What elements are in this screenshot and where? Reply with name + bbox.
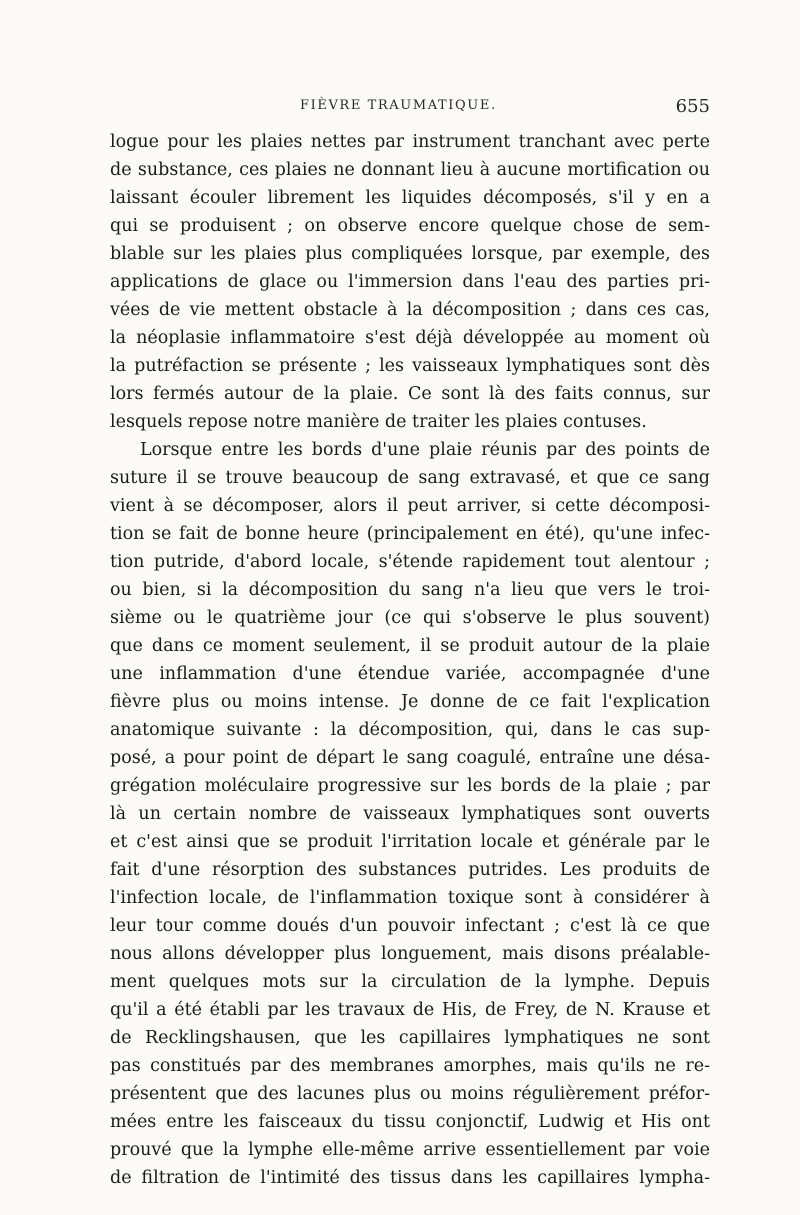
text-line: lors fermés autour de la plaie. Ce sont là des faits connus, sur bbox=[110, 384, 710, 404]
running-head bbox=[110, 98, 710, 122]
text-line: mées entre les faisceaux du tissu conjonctif, Ludwig et His ont bbox=[110, 1112, 710, 1132]
text-line: l'infection locale, de l'inflammation toxique sont à considérer à bbox=[110, 888, 710, 908]
text-line: applications de glace ou l'immersion dans l'eau des parties pri- bbox=[110, 272, 710, 292]
text-line: que dans ce moment seulement, il se produit autour de la plaie bbox=[110, 636, 710, 656]
text-line: vient à se décomposer, alors il peut arriver, si cette décomposi- bbox=[110, 496, 710, 516]
paragraph-first-line: Lorsque entre les bords d'une plaie réunis par des points de bbox=[140, 440, 710, 460]
text-line: fait d'une résorption des substances putrides. Les produits de bbox=[110, 860, 710, 880]
text-line: vées de vie mettent obstacle à la décomposition ; dans ces cas, bbox=[110, 300, 710, 320]
running-title: FIÈVRE TRAUMATIQUE. bbox=[300, 98, 497, 113]
text-line: ment quelques mots sur la circulation de la lymphe. Depuis bbox=[110, 972, 710, 992]
text-line: ou bien, si la décomposition du sang n'a lieu que vers le troi- bbox=[110, 580, 710, 600]
text-line: fièvre plus ou moins intense. Je donne de ce fait l'explication bbox=[110, 692, 710, 712]
text-line: la néoplasie inflammatoire s'est déjà développée au moment où bbox=[110, 328, 710, 348]
text-line: qu'il a été établi par les travaux de His, de Frey, de N. Krause et bbox=[110, 1000, 710, 1020]
text-line: et c'est ainsi que se produit l'irritation locale et générale par le bbox=[110, 832, 710, 852]
text-line: nous allons développer plus longuement, mais disons préalable- bbox=[110, 944, 710, 964]
text-line: leur tour comme doués d'un pouvoir infectant ; c'est là ce que bbox=[110, 916, 710, 936]
text-line: blable sur les plaies plus compliquées lorsque, par exemple, des bbox=[110, 244, 710, 264]
text-line: logue pour les plaies nettes par instrument tranchant avec perte bbox=[110, 132, 710, 152]
text-line: de substance, ces plaies ne donnant lieu à aucune mortification ou bbox=[110, 160, 710, 180]
text-line: prouvé que la lymphe elle-même arrive essentiellement par voie bbox=[110, 1140, 710, 1160]
page-number: 655 bbox=[675, 96, 710, 117]
text-line: de Recklingshausen, que les capillaires lymphatiques ne sont bbox=[110, 1028, 710, 1048]
text-line: présentent que des lacunes plus ou moins régulièrement préfor- bbox=[110, 1084, 710, 1104]
text-line: pas constitués par des membranes amorphes, mais qu'ils ne re- bbox=[110, 1056, 710, 1076]
text-line: grégation moléculaire progressive sur les bords de la plaie ; par bbox=[110, 776, 710, 796]
text-line: là un certain nombre de vaisseaux lymphatiques sont ouverts bbox=[110, 804, 710, 824]
text-line: une inflammation d'une étendue variée, accompagnée d'une bbox=[110, 664, 710, 684]
text-line: anatomique suivante : la décomposition, qui, dans le cas sup- bbox=[110, 720, 710, 740]
text-line: tion putride, d'abord locale, s'étende rapidement tout alentour ; bbox=[110, 552, 710, 572]
text-line: sième ou le quatrième jour (ce qui s'observe le plus souvent) bbox=[110, 608, 710, 628]
text-line: posé, a pour point de départ le sang coagulé, entraîne une désa- bbox=[110, 748, 710, 768]
text-line: de filtration de l'intimité des tissus dans les capillaires lympha- bbox=[110, 1168, 710, 1188]
text-line: laissant écouler librement les liquides décomposés, s'il y en a bbox=[110, 188, 710, 208]
text-line: la putréfaction se présente ; les vaisseaux lymphatiques sont dès bbox=[110, 356, 710, 376]
text-line: qui se produisent ; on observe encore quelque chose de sem- bbox=[110, 216, 710, 236]
body-text bbox=[110, 128, 710, 1192]
text-line: suture il se trouve beaucoup de sang extravasé, et que ce sang bbox=[110, 468, 710, 488]
paragraph-last-line: lesquels repose notre manière de traiter les plaies contuses. bbox=[110, 412, 647, 432]
text-line: tion se fait de bonne heure (principalement en été), qu'une infec- bbox=[110, 524, 710, 544]
